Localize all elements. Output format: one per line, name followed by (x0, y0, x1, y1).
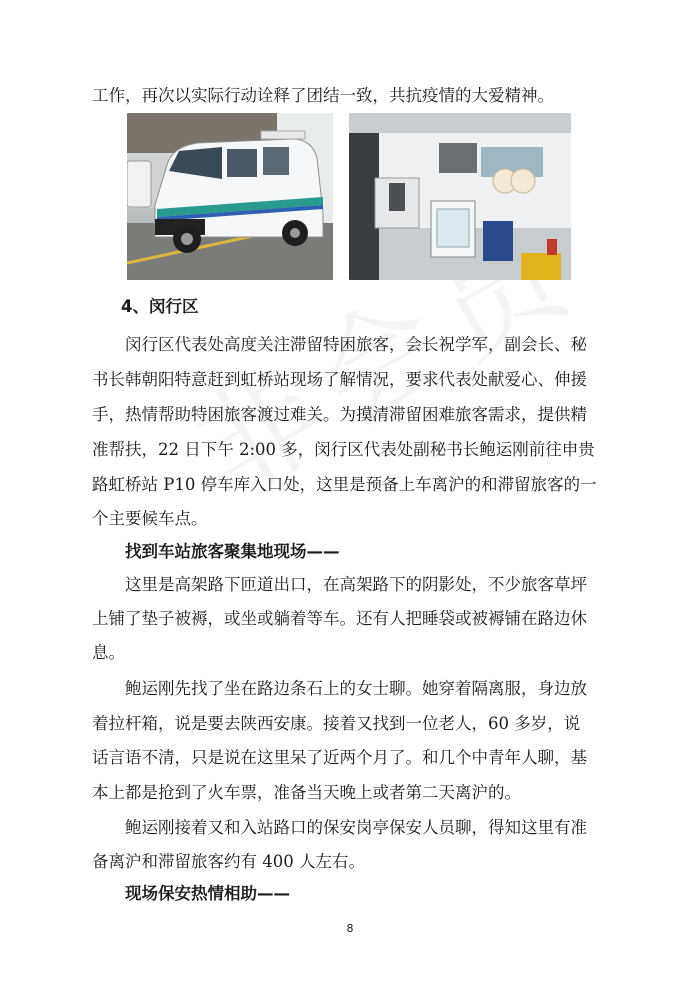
paragraph-line: 个主要候车点。 (92, 509, 208, 528)
paragraph-line: 息。 (92, 643, 125, 662)
paragraph-line: 手，热情帮助特困旅客渡过难关。为摸清滞留困难旅客需求，提供精 (92, 405, 587, 424)
paragraph-line: 鲍运刚接着又和入站路口的保安岗亭保安人员聊，得知这里有准 (125, 818, 587, 837)
paragraph-line: 本上都是抢到了火车票，准备当天晚上或者第二天离沪的。 (92, 783, 521, 802)
section-heading: 现场保安热情相助—— (125, 884, 290, 903)
paragraph-line: 闵行区代表处高度关注滞留特困旅客，会长祝学军，副会长、秘 (125, 335, 587, 354)
paragraph-line: 工作，再次以实际行动诠释了团结一致，共抗疫情的大爱精神。 (92, 86, 554, 105)
section-heading: 找到车站旅客聚集地现场—— (125, 542, 340, 561)
paragraph-line: 路虹桥站 P10 停车库入口处，这里是预备上车离沪的和滞留旅客的一 (92, 475, 597, 494)
photo-ambulance-interior (349, 113, 571, 280)
paragraph-line: 这里是高架路下匝道出口，在高架路下的阴影处，不少旅客草坪 (125, 575, 587, 594)
ambulance-exterior-illustration (127, 113, 333, 280)
paragraph-line: 着拉杆箱，说是要去陕西安康。接着又找到一位老人，60 多岁，说 (92, 714, 581, 733)
ambulance-interior-illustration (349, 113, 571, 280)
section-heading: 4、闵行区 (121, 297, 199, 316)
paragraph-line: 鲍运刚先找了坐在路边条石上的女士聊。她穿着隔离服，身边放 (125, 679, 587, 698)
paragraph-line: 备离沪和滞留旅客约有 400 人左右。 (92, 852, 365, 871)
paragraph-line: 书长韩朝阳特意赶到虹桥站现场了解情况，要求代表处献爱心、伸援 (92, 370, 587, 389)
paragraph-line: 上铺了垫子被褥，或坐或躺着等车。还有人把睡袋或被褥铺在路边休 (92, 609, 587, 628)
paragraph-line: 话言语不清，只是说在这里呆了近两个月了。和几个中青年人聊，基 (92, 748, 587, 767)
photo-ambulance-exterior (127, 113, 333, 280)
page-number: 8 (346, 922, 354, 935)
paragraph-line: 准帮扶，22 日下午 2:00 多，闵行区代表处副秘书长鲍运刚前往申贵 (92, 440, 595, 459)
